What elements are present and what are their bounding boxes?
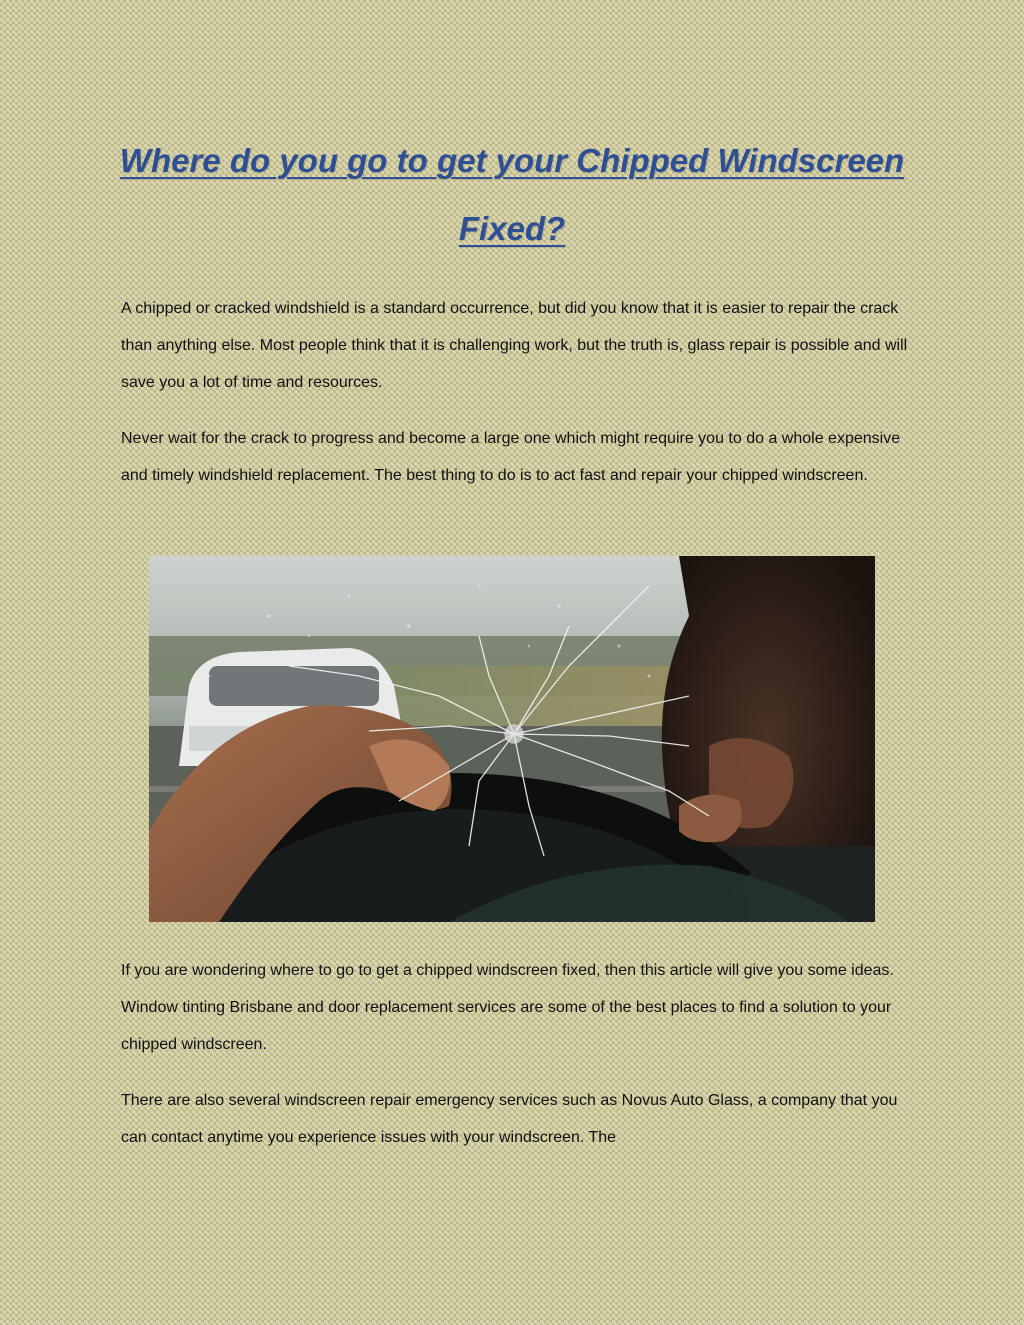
cracked-windscreen-photo: [149, 556, 875, 922]
paragraph-3: If you are wondering where to go to get a chipped windscreen fixed, then this article will give you some ideas. Window tinting Brisbane and door replacement services are some of the best places to find a solution to your chipped windscreen.: [121, 962, 894, 1053]
paragraph-2: Never wait for the crack to progress and become a large one which might require you to do a whole expensive and timely windshield replacement. The best thing to do is to act fast and repair your chipped windscreen.: [121, 430, 901, 484]
article-title-line-1: Where do you go to get your Chipped Windscreen: [119, 142, 905, 179]
paragraph-1: A chipped or cracked windshield is a standard occurrence, but did you know that it is easier to repair the crack than anything else. Most people think that it is challenging work, but the truth is, glass repair is possible and will save you a lot of time and resources.: [121, 300, 908, 391]
paragraph-4: There are also several windscreen repair emergency services such as Novus Auto Glass, a company that you can contact anytime you experience issues with your windscreen. The: [121, 1092, 898, 1146]
article-title-line-2: Fixed?: [458, 210, 566, 247]
